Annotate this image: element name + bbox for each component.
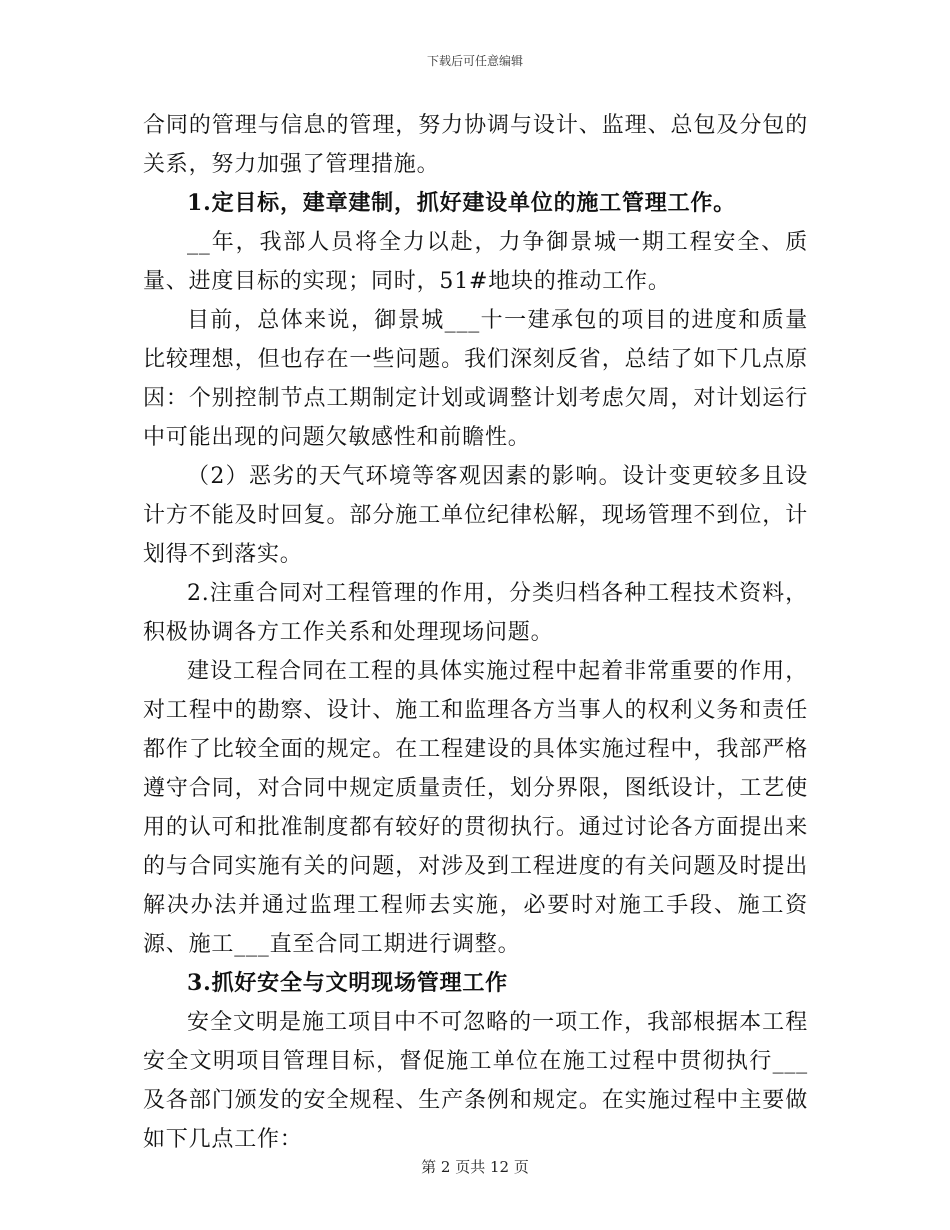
paragraph-current-status: 目前，总体来说，御景城___十一建承包的项目的进度和质量比较理想，但也存在一些问题。我们深刻反省，总结了如下几点原因：个别控制节点工期制定计划或调整计划考虑欠周，对计划运行中可能出现的问题欠敏感性和前瞻性。 [143,308,808,450]
document-body [143,106,808,1159]
paragraph-annual-goal: __年，我部人员将全力以赴，力争御景城一期工程安全、质量、进度目标的实现；同时，51#地块的推动工作。 [143,230,808,294]
section-heading-1: 1.定目标，建章建制，抓好建设单位的施工管理工作。 [187,190,736,216]
paragraph-safety: 安全文明是施工项目中不可忽略的一项工作，我部根据本工程安全文明项目管理目标，督促施工单位在施工过程中贯彻执行___及各部门颁发的安全规程、生产条例和规定。在实施过程中主要做如下几点工作： [143,1010,808,1152]
page-header: 下载后可任意编辑 [426,54,523,68]
page-footer: 第 2 页共 12 页 [421,1158,529,1176]
section-heading-3: 3.抓好安全与文明现场管理工作 [187,970,508,996]
paragraph-weather-factors: （2）恶劣的天气环境等客观因素的影响。设计变更较多且设计方不能及时回复。部分施工单位纪律松解，现场管理不到位，计划得不到落实。 [143,464,808,567]
paragraph-contract-role: 建设工程合同在工程的具体实施过程中起着非常重要的作用，对工程中的勘察、设计、施工和监理各方当事人的权利义务和责任都作了比较全面的规定。在工程建设的具体实施过程中，我部严格遵守合同，对合同中规定质量责任，划分界限，图纸设计，工艺使用的认可和批准制度都有较好的贯彻执行。通过讨论各方面提出来的与合同实施有关的问题，对涉及到工程进度的有关问题及时提出解决办法并通过监理工程师去实施，必要时对施工手段、施工资源、施工___直至合同工期进行调整。 [143,659,808,957]
paragraph-contract-management: 合同的管理与信息的管理，努力协调与设计、监理、总包及分包的关系，努力加强了管理措施。 [143,113,808,177]
section-heading-2: 2.注重合同对工程管理的作用，分类归档各种工程技术资料，积极协调各方工作关系和处理现场问题。 [143,581,808,645]
